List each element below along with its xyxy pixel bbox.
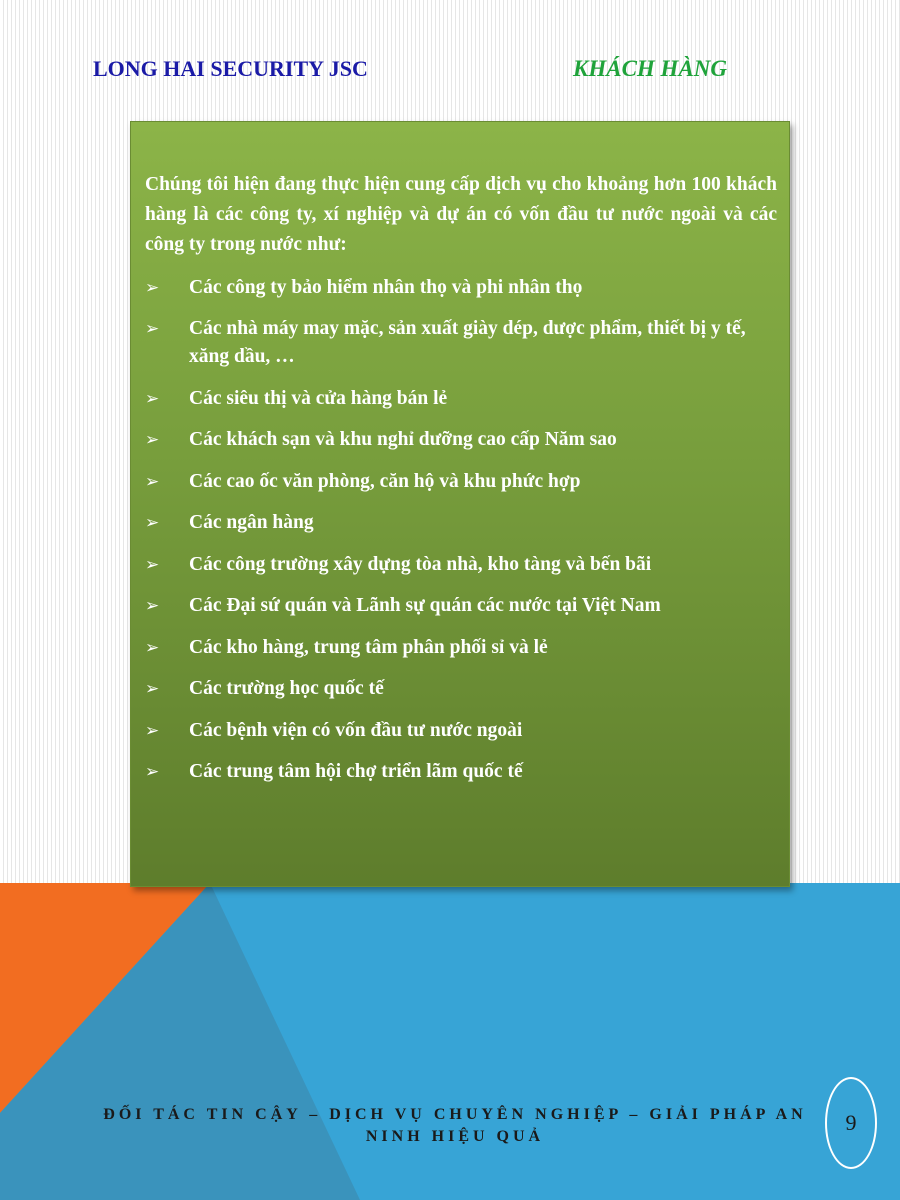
- list-item: [145, 509, 777, 537]
- list-item-text: Các kho hàng, trung tâm phân phối sỉ và lẻ: [189, 636, 548, 658]
- arrow-bullet-icon: ➢: [145, 430, 160, 450]
- list-item-text: Các công trường xây dựng tòa nhà, kho tàng và bến bãi: [189, 553, 652, 575]
- list-item-text: Các cao ốc văn phòng, căn hộ và khu phức hợp: [189, 470, 581, 492]
- list-item-text: Các công ty bảo hiểm nhân thọ và phi nhân thọ: [189, 276, 583, 298]
- arrow-bullet-icon: ➢: [145, 471, 160, 492]
- arrow-bullet-icon: ➢: [145, 554, 160, 575]
- list-item-text: Các trường học quốc tế: [189, 678, 384, 699]
- arrow-bullet-icon: ➢: [145, 277, 160, 298]
- list-item-text: Các Đại sứ quán và Lãnh sự quán các nước tại Việt Nam: [189, 595, 661, 616]
- arrow-bullet-icon: ➢: [145, 720, 160, 741]
- arrow-bullet-icon: ➢: [145, 596, 160, 616]
- arrow-bullet-icon: ➢: [145, 762, 160, 782]
- list-item: [145, 274, 777, 302]
- customer-list: [145, 274, 777, 787]
- arrow-bullet-icon: ➢: [145, 319, 160, 339]
- list-item-text: Các siêu thị và cửa hàng bán lẻ: [189, 387, 448, 409]
- list-item-text: Các trung tâm hội chợ triển lãm quốc tế: [189, 761, 523, 782]
- list-item: [145, 592, 777, 620]
- arrow-bullet-icon: ➢: [145, 637, 160, 658]
- page-number: 9: [825, 1077, 877, 1169]
- intro-paragraph: Chúng tôi hiện đang thực hiện cung cấp dịch vụ cho khoảng hơn 100 khách hàng là các công ty, xí nghiệp và dự án có vốn đầu tư nước ngoài và các công ty trong nước như:: [145, 174, 777, 255]
- company-name: LONG HAI SECURITY JSC: [93, 56, 368, 81]
- list-item: [145, 675, 777, 703]
- section-title: KHÁCH HÀNG: [573, 56, 728, 81]
- list-item: [145, 426, 777, 454]
- list-item-text: Các khách sạn và khu nghỉ dưỡng cao cấp Năm sao: [189, 429, 617, 450]
- decorative-footer-background: [0, 883, 900, 1200]
- list-item: [145, 315, 777, 371]
- list-item-text: Các ngân hàng: [189, 512, 314, 533]
- list-item: [145, 385, 777, 413]
- list-item: [145, 551, 777, 579]
- page-header: [0, 56, 900, 90]
- list-item: [145, 717, 777, 745]
- list-item: [145, 758, 777, 786]
- list-item-text: Các bệnh viện có vốn đầu tư nước ngoài: [189, 719, 523, 741]
- arrow-bullet-icon: ➢: [145, 388, 160, 409]
- list-item: [145, 634, 777, 662]
- arrow-bullet-icon: ➢: [145, 679, 160, 699]
- arrow-bullet-icon: ➢: [145, 513, 160, 533]
- footer-tagline: ĐỐI TÁC TIN CẬY – DỊCH VỤ CHUYÊN NGHIỆP – GIẢI PHÁP AN NINH HIỆU QUẢ: [103, 1106, 807, 1145]
- customers-panel: [130, 121, 790, 887]
- list-item-text: Các nhà máy may mặc, sản xuất giày dép, dược phẩm, thiết bị y tế, xăng dầu, …: [189, 318, 746, 367]
- list-item: [145, 468, 777, 496]
- decorative-triangles: [0, 883, 900, 1200]
